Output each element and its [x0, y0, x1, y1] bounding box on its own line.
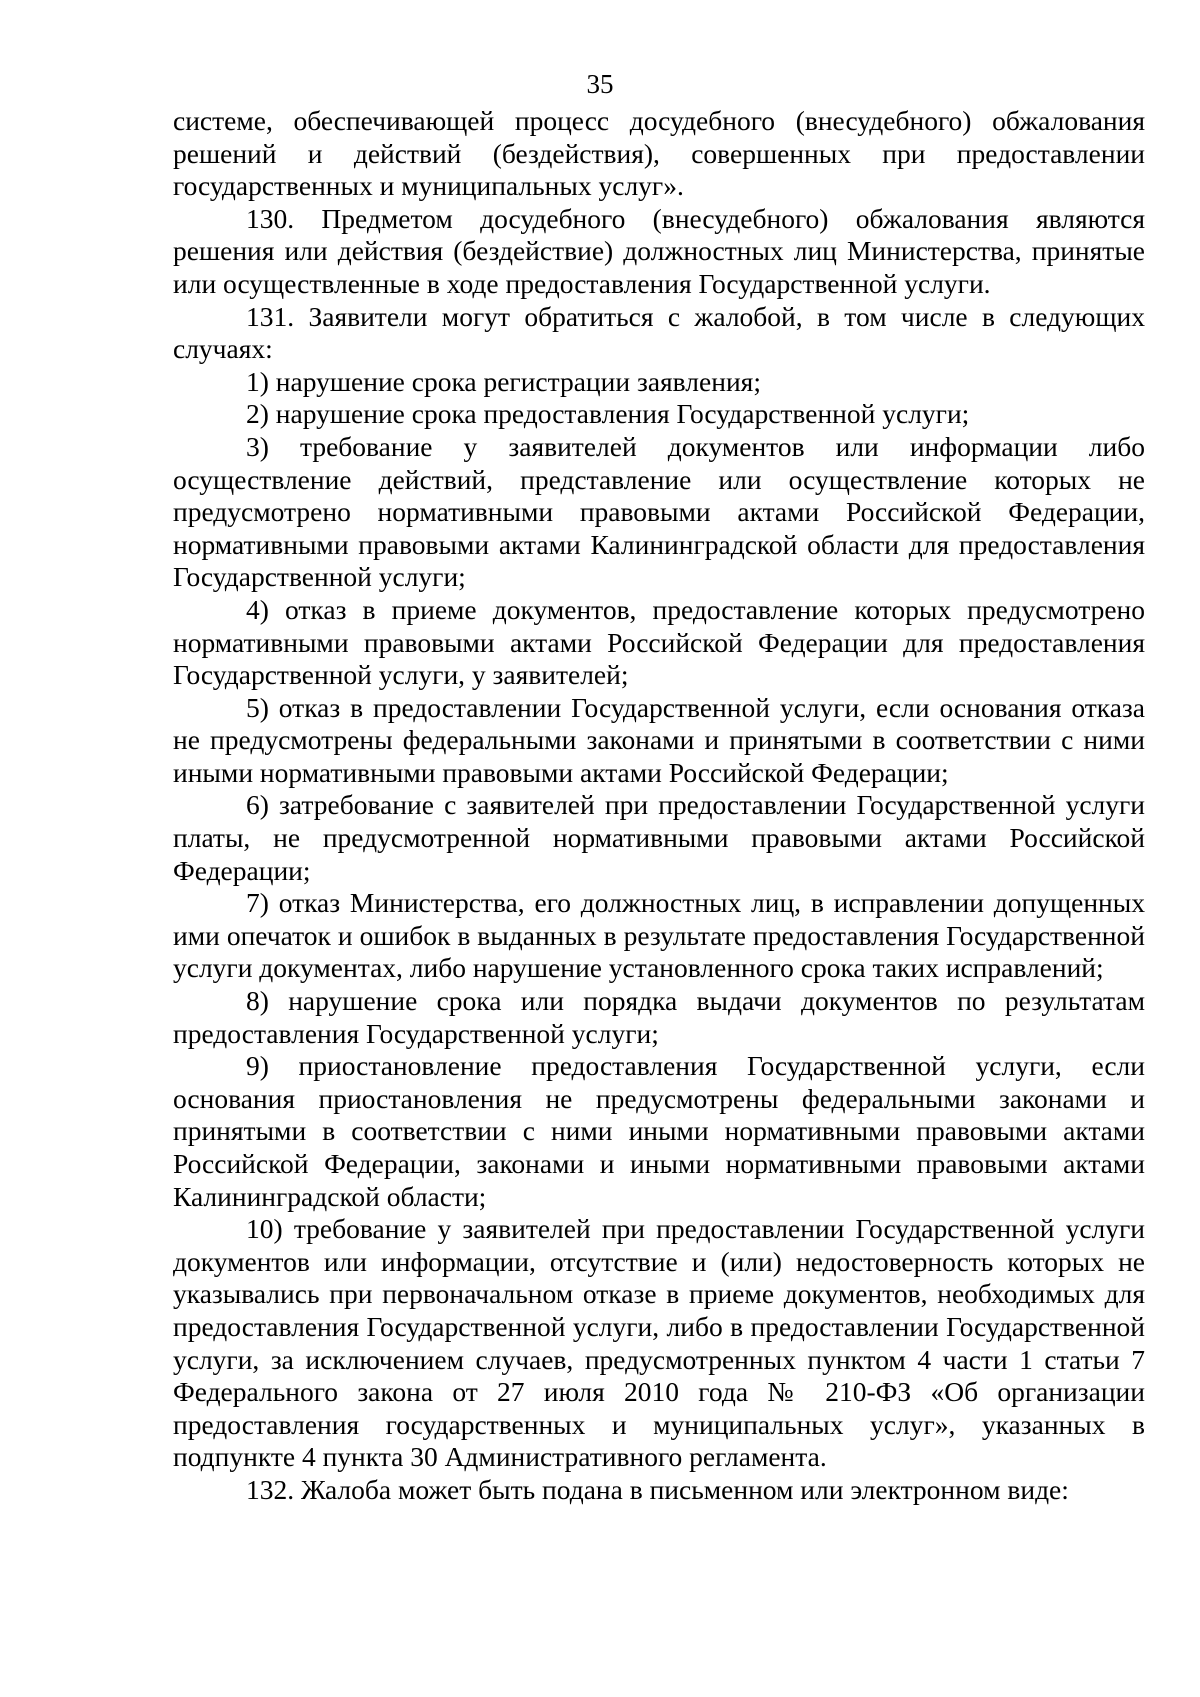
list-item-5: 5) отказ в предоставлении Государственной услуги, если основания отказа не предусмотрены федеральными законами и принятыми в соответствии с ними иными нормативными правовыми актами Российской Федерации;	[173, 691, 1145, 788]
paragraph-continuation: системе, обеспечивающей процесс досудебного (внесудебного) обжалования решений и действий (бездействия), совершенных при предоставлении государственных и муниципальных услуг».	[173, 105, 1145, 202]
list-item-8: 8) нарушение срока или порядка выдачи документов по результатам предоставления Государственной услуги;	[173, 985, 1145, 1049]
list-item-2: 2) нарушение срока предоставления Государственной услуги;	[246, 398, 970, 430]
document-body	[173, 105, 1145, 1507]
paragraph-132: 132. Жалоба может быть подана в письменном или электронном виде:	[246, 1473, 1069, 1505]
paragraph-130: 130. Предметом досудебного (внесудебного) обжалования являются решения или действия (бездействие) должностных лиц Министерства, принятые или осуществленные в ходе предоставления Государственной услуги.	[173, 202, 1145, 299]
list-item-4: 4) отказ в приеме документов, предоставление которых предусмотрено нормативными правовыми актами Российской Федерации для предоставления Государственной услуги, у заявителей;	[173, 593, 1145, 691]
list-item-9: 9) приостановление предоставления Государственной услуги, если основания приостановления не предусмотрены федеральными законами и принятыми в соответствии с ними иными нормативными правовыми актами Российской Федерации, законами и иными нормативными правовыми актами Калининградской области;	[173, 1050, 1145, 1212]
list-item-1: 1) нарушение срока регистрации заявления;	[246, 365, 761, 397]
list-item-6: 6) затребование с заявителей при предоставлении Государственной услуги платы, не предусмотренной нормативными правовыми актами Российской Федерации;	[173, 789, 1145, 886]
list-item-7: 7) отказ Министерства, его должностных лиц, в исправлении допущенных ими опечаток и ошибок в выданных в результате предоставления Государственной услуги документах, либо нарушение установленного срока таких исправлений;	[173, 887, 1145, 984]
list-item-10: 10) требование у заявителей при предоставлении Государственной услуги документов или информации, отсутствие и (или) недостоверность которых не указывались при первоначальном отказе в приеме документов, необходимых для предоставления Государственной услуги, либо в предоставлении Государственной услуги, за исключением случаев, предусмотренных пунктом 4 части 1 статьи 7 Федерального закона от 27 июля 2010 года № 210-ФЗ «Об организации предоставления государственных и муниципальных услуг», указанных в подпункте 4 пункта 30 Административного регламента.	[173, 1213, 1145, 1473]
page-number: 35	[586, 69, 614, 99]
paragraph-131: 131. Заявители могут обратиться с жалобой, в том числе в следующих случаях:	[173, 300, 1145, 365]
list-item-3: 3) требование у заявителей документов или информации либо осуществление действий, представление или осуществление которых не предусмотрено нормативными правовыми актами Российской Федерации, нормативными правовыми актами Калининградской области для предоставления Государственной услуги;	[173, 430, 1145, 593]
